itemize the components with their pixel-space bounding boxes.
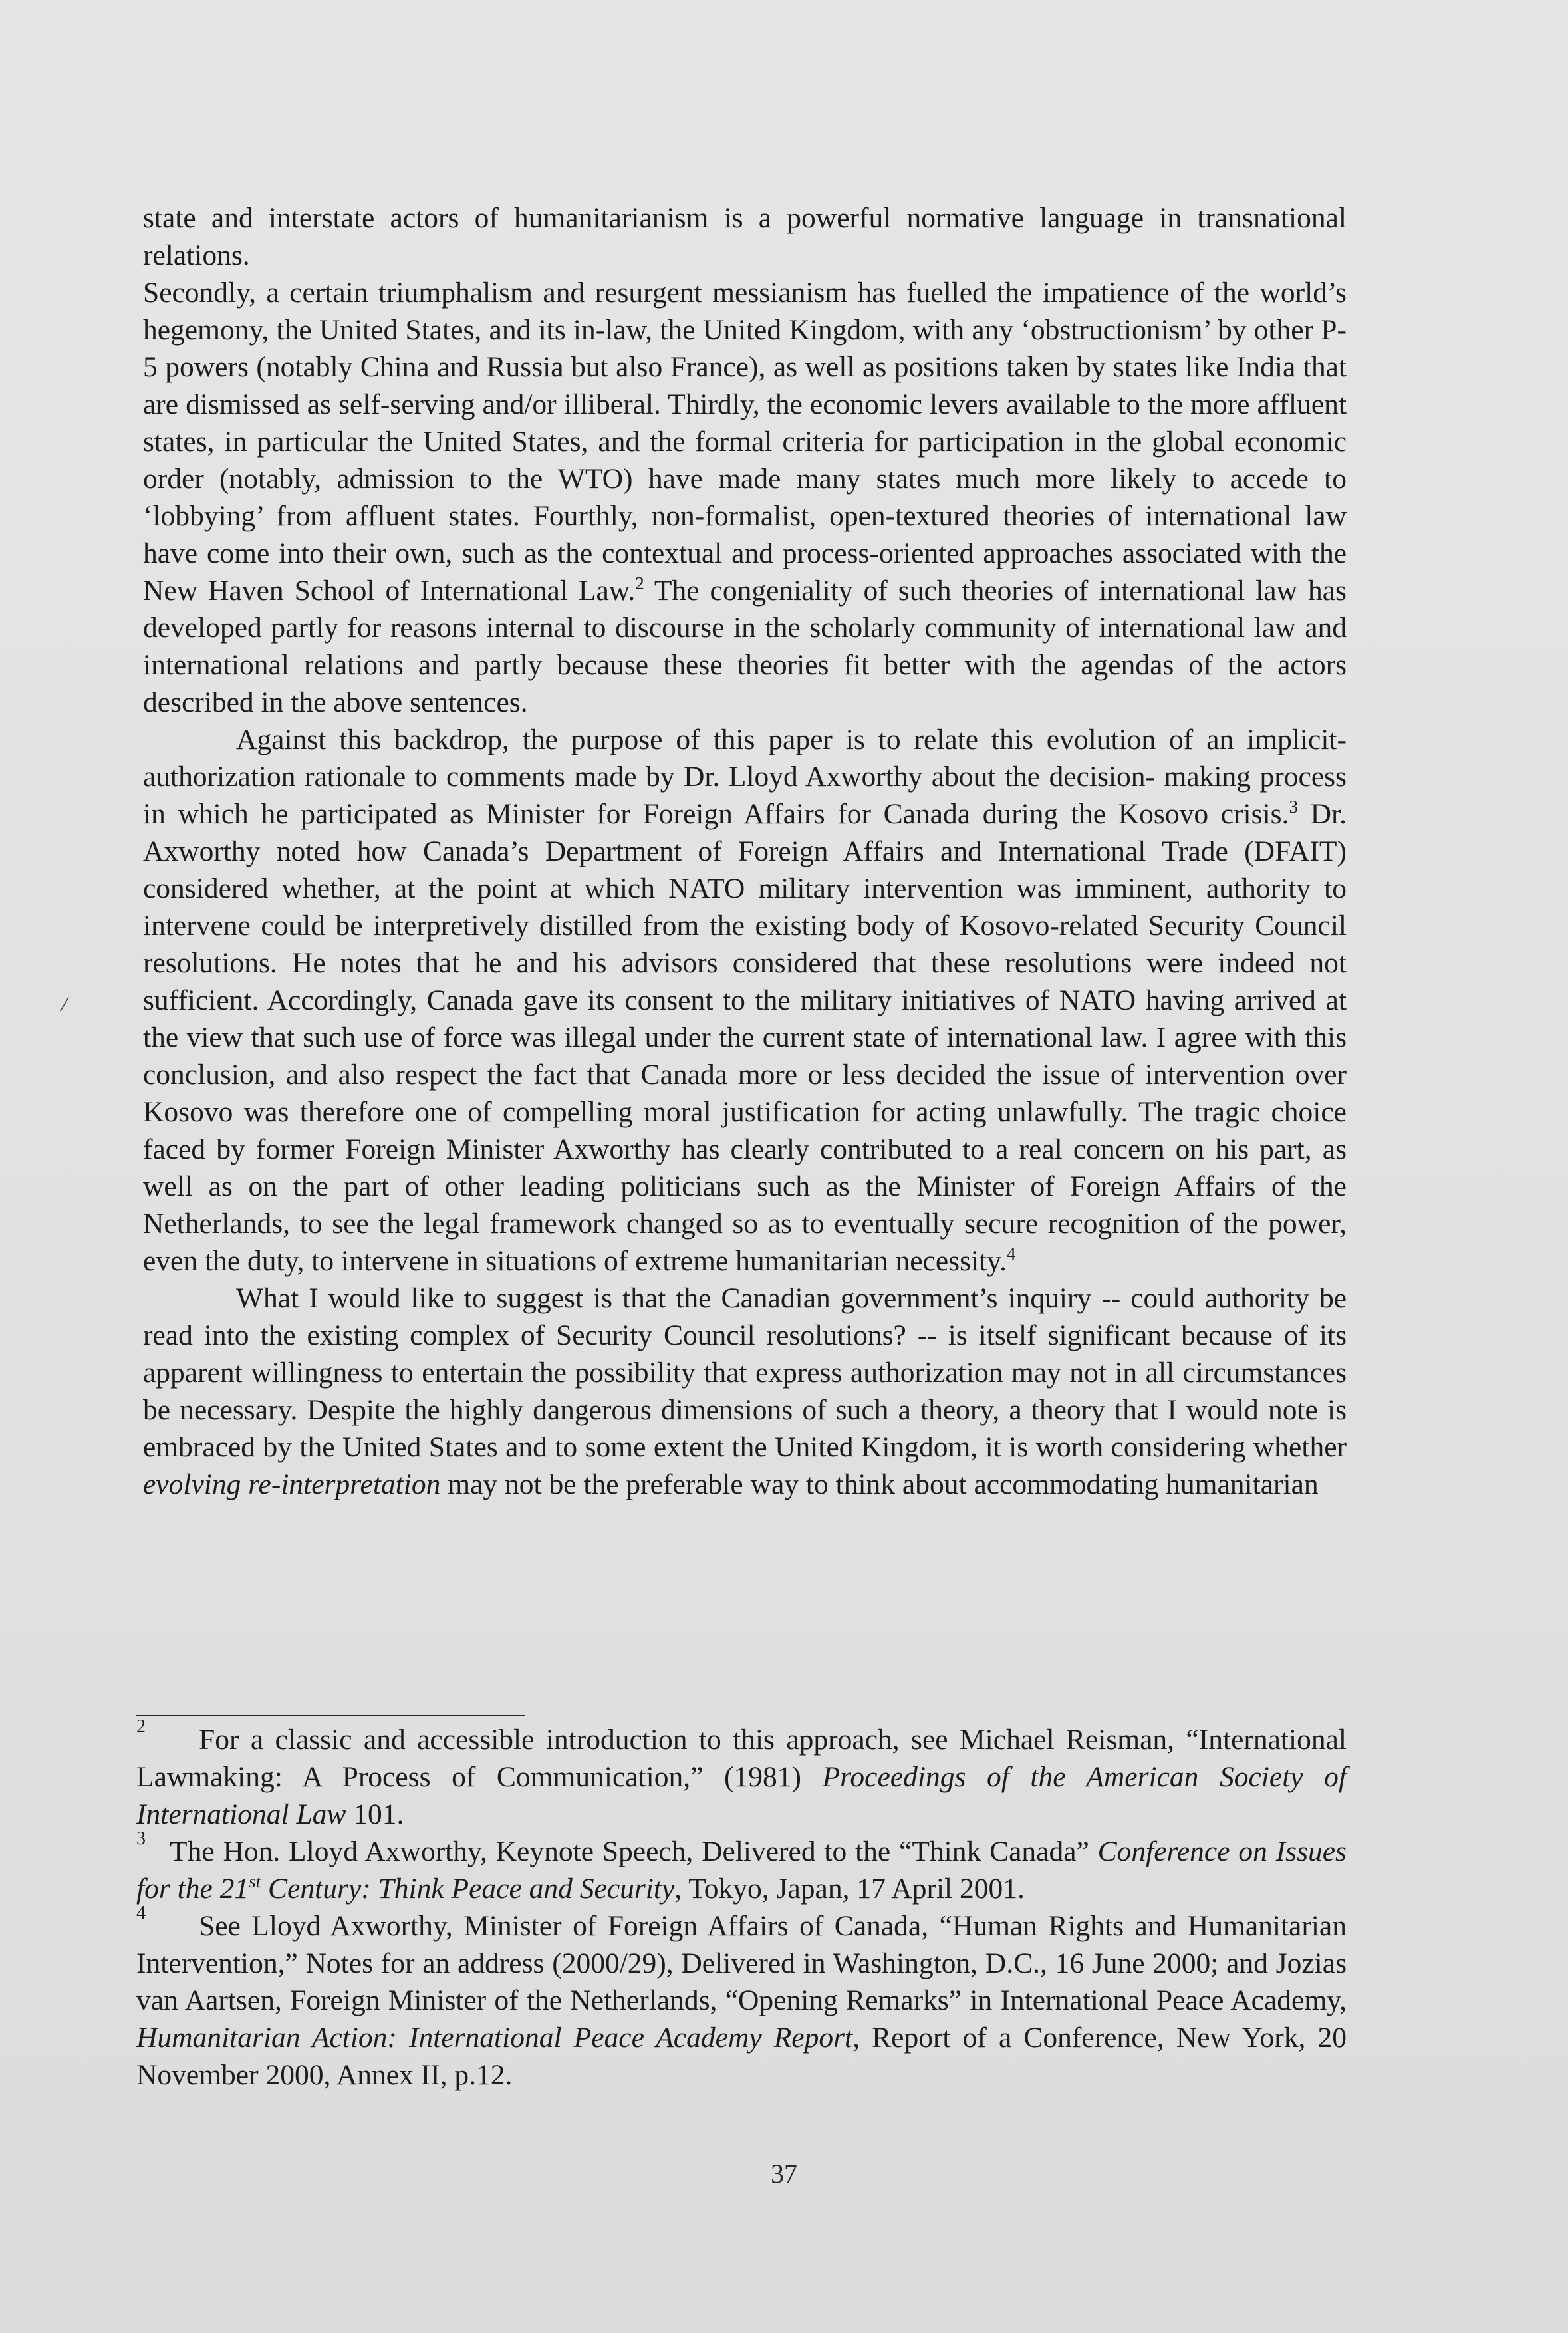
paragraph-backdrop: Against this backdrop, the purpose of this paper is to relate this evolution of an implicit-authorization rationale to comments made by Dr. Lloyd Axworthy about the decision- making process in which he participated as Minister for Foreign Affairs for Canada during the Kosovo crisis.$^3$ Dr. Axworthy noted how Canada’s Department of Foreign Affairs and International Trade (DFAIT) considered whether, at the point at which NATO military intervention was imminent, authority to intervene could be interpretively distilled from the existing body of Kosovo-related Security Council resolutions. He notes that he and his advisors considered that these resolutions were indeed not sufficient. Accordingly, Canada gave its consent to the military initiatives of NATO having arrived at the view that such use of force was illegal under the current state of international law. I agree with this conclusion, and also respect the fact that Canada more or less decided the issue of intervention over Kosovo was therefore one of compelling moral justification for acting unlawfully. The tragic choice faced by former Foreign Minister Axworthy has clearly contributed to a real concern on his part, as well as on the part of other leading politicians such as the Minister of Foreign Affairs of the Netherlands, to see the legal framework changed so as to eventually secure recognition of the power, even the duty, to intervene in situations of extreme humanitarian necessity.$^4$ [143, 724, 1347, 1277]
footnote-2: 2 For a classic and accessible introduction to this approach, see Michael Reisman, “International Lawmaking: A Process of Communication,” (1981) Proceedings of the American Society of International Law 101. [136, 1716, 1347, 1830]
margin-pencil-mark: / [59, 992, 70, 1018]
emphasis-evolving-reinterpretation: evolving re-interpretation [143, 1468, 441, 1500]
paragraph-suggestion: What I would like to suggest is that the Canadian government’s inquiry -- could authority be read into the existing complex of Security Council resolutions? -- is itself significant because of its apparent willingness to entertain the possibility that express authorization may not in all circumstances be necessary. Despite the highly dangerous dimensions of such a theory, a theory that I would note is embraced by the United States and to some extent the United Kingdom, it is worth considering whether evolving re-interpretation may not be the preferable way to think about accommodating humanitarian [143, 1282, 1347, 1500]
footnote-ref-4[interactable]: 4 [1006, 1243, 1016, 1264]
body-text [143, 200, 1347, 1503]
footnote-ref-2[interactable]: 2 [635, 573, 644, 593]
footnote-4: 4 See Lloyd Axworthy, Minister of Foreign Affairs of Canada, “Human Rights and Humanitarian Intervention,” Notes for an address (2000/29), Delivered in Washington, D.C., 16 June 2000; and Jozias van Aartsen, Foreign Minister of the Netherlands, “Opening Remarks” in International Peace Academy, Humanitarian Action: International Peace Academy Report, Report of a Conference, New York, 20 November 2000, Annex II, p.12. [136, 1902, 1347, 2091]
footnote-separator [136, 1715, 525, 1716]
footnotes [136, 1716, 1347, 2094]
paragraph-secondly: Secondly, a certain triumphalism and resurgent messianism has fuelled the impatience of the world’s hegemony, the United States, and its in-law, the United Kingdom, with any ‘obstructionism’ by other P-5 powers (notably China and Russia but also France), as well as positions taken by states like India that are dismissed as self-serving and/or illiberal. Thirdly, the economic levers available to the more affluent states, in particular the United States, and the formal criteria for participation in the global economic order (notably, admission to the WTO) have made many states much more likely to accede to ‘lobbying’ from affluent states. Fourthly, non-formalist, open-textured theories of international law have come into their own, such as the contextual and process-oriented approaches associated with the New Haven School of International Law.$^2$ The congeniality of such theories of international law has developed partly for reasons internal to discourse in the scholarly community of international law and international relations and partly because these theories fit better with the agendas of the actors described in the above sentences. [143, 277, 1347, 718]
paragraph-continuation: state and interstate actors of humanitarianism is a powerful normative language in transnational relations. [143, 202, 1347, 271]
page-number: 37 [771, 2159, 797, 2189]
footnote-ref-3[interactable]: 3 [1289, 796, 1298, 817]
footnote-3: 3 The Hon. Lloyd Axworthy, Keynote Speech, Delivered to the “Think Canada” Conference on Issues for the 21st Century: Think Peace and Security, Tokyo, Japan, 17 April 2001. [136, 1828, 1347, 1905]
